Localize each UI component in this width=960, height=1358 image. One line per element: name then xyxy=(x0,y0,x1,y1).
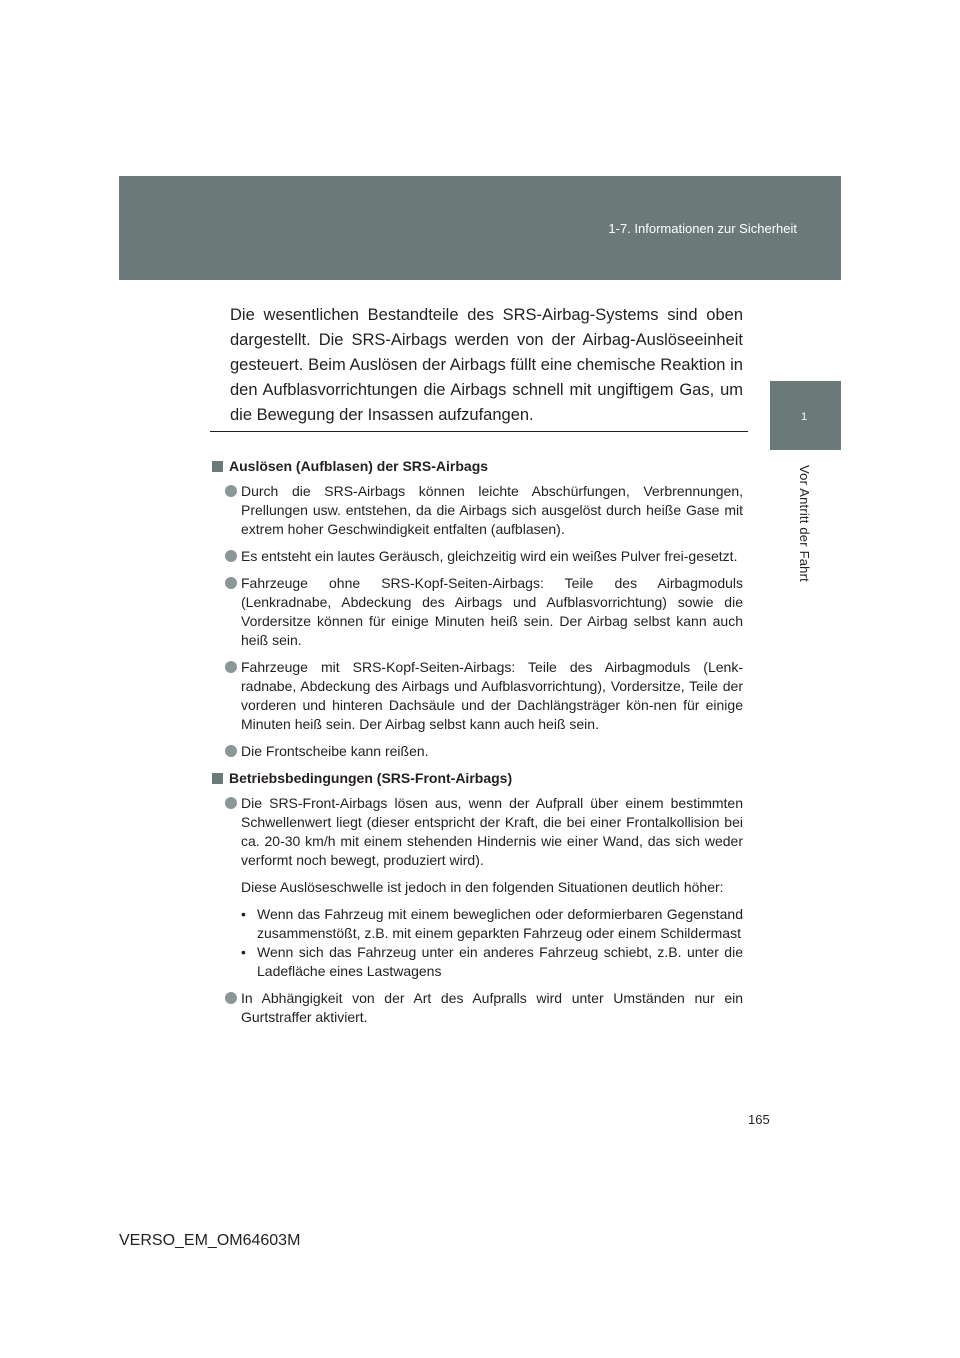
page-number: 165 xyxy=(748,1112,770,1127)
list-item xyxy=(212,794,743,870)
list-item-text: Fahrzeuge ohne SRS-Kopf-Seiten-Airbags: Teile des Airbagmoduls (Lenkradnabe, Abdeckung des Airbags und Aufblasvorrichtung) sowie die Vordersitze können für einige Minuten heiß sein. Der Airbag selbst kann auch heiß sein. xyxy=(241,575,743,648)
circle-bullet-icon xyxy=(225,661,237,673)
sub-list-item xyxy=(212,905,743,943)
sub-list-item-text: Wenn sich das Fahrzeug unter ein anderes Fahrzeug schiebt, z.B. unter die Ladefläche eines Lastwagens xyxy=(257,944,743,979)
list-item-text: Durch die SRS-Airbags können leichte Abschürfungen, Verbrennungen, Prellungen usw. entstehen, da die Airbags sich ausgelöst durch heiße Gase mit extrem hoher Geschwindigkeit entfalten (aufblasen). xyxy=(241,483,743,537)
list-item-text: Die Frontscheibe kann reißen. xyxy=(241,743,429,759)
section-heading xyxy=(212,769,743,788)
circle-bullet-icon xyxy=(225,577,237,589)
section-heading xyxy=(212,457,743,476)
circle-bullet-icon xyxy=(225,797,237,809)
sub-list-item xyxy=(212,943,743,981)
list-item xyxy=(212,574,743,650)
circle-bullet-icon xyxy=(225,745,237,757)
chapter-label: Vor Antritt der Fahrt xyxy=(797,465,812,582)
paragraph: Diese Auslöseschwelle ist jedoch in den folgenden Situationen deutlich höher: xyxy=(241,879,724,895)
sub-list-item-text: Wenn das Fahrzeug mit einem beweglichen oder deformierbaren Gegenstand zusammenstößt, z.B. mit einem geparkten Fahrzeug oder einem Schildermast xyxy=(257,906,743,941)
main-content xyxy=(212,452,743,1035)
section-heading-text: Betriebsbedingungen (SRS-Front-Airbags) xyxy=(229,770,513,786)
list-item-text: Die SRS-Front-Airbags lösen aus, wenn der Aufprall über einem bestimmten Schwellenwert liegt (dieser entspricht der Kraft, die bei einer Frontalkollision bei ca. 20-30 km/h mit einem stehenden Hindernis wie einer Wand, das sich weder verformt noch bewegt, produziert wird). xyxy=(241,795,743,868)
list-item xyxy=(212,989,743,1027)
list-item xyxy=(212,482,743,539)
circle-bullet-icon xyxy=(225,550,237,562)
list-item-text: Es entsteht ein lautes Geräusch, gleichzeitig wird ein weißes Pulver frei-gesetzt. xyxy=(241,548,738,564)
list-item xyxy=(212,742,743,761)
section-title: 1-7. Informationen zur Sicherheit xyxy=(608,221,797,236)
chapter-number: 1 xyxy=(801,411,808,423)
sub-bullet-marker: • xyxy=(241,906,246,922)
document-code: VERSO_EM_OM64603M xyxy=(119,1232,301,1249)
list-item-text: In Abhängigkeit von der Art des Aufpralls wird unter Umständen nur ein Gurtstraffer aktiviert. xyxy=(241,990,743,1025)
chapter-tab xyxy=(770,381,841,450)
header-band xyxy=(119,176,841,280)
intro-paragraph: Die wesentlichen Bestandteile des SRS-Airbag-Systems sind oben dargestellt. Die SRS-Airbags werden von der Airbag-Auslöseeinheit gesteuert. Beim Auslösen der Airbags füllt eine chemische Reaktion in den Aufblasvorrichtungen die Airbags schnell mit ungiftigem Gas, um die Bewegung der Insassen aufzufangen. xyxy=(230,306,743,424)
circle-bullet-icon xyxy=(225,485,237,497)
square-bullet-icon xyxy=(212,461,223,472)
sub-bullet-marker: • xyxy=(241,944,246,960)
list-item-text: Fahrzeuge mit SRS-Kopf-Seiten-Airbags: Teile des Airbagmoduls (Lenk-radnabe, Abdeckung des Airbags und Aufblasvorrichtung), Vordersitze, Teile der vorderen und hinteren Dachsäule und der Dachlängsträger kön-nen für einige Minuten heiß sein. Der Airbag selbst kann auch heiß sein. xyxy=(241,659,743,732)
circle-bullet-icon xyxy=(225,992,237,1004)
square-bullet-icon xyxy=(212,773,223,784)
divider xyxy=(210,431,748,432)
section-heading-text: Auslösen (Aufblasen) der SRS-Airbags xyxy=(229,458,489,474)
list-item xyxy=(212,658,743,734)
list-item xyxy=(212,547,743,566)
